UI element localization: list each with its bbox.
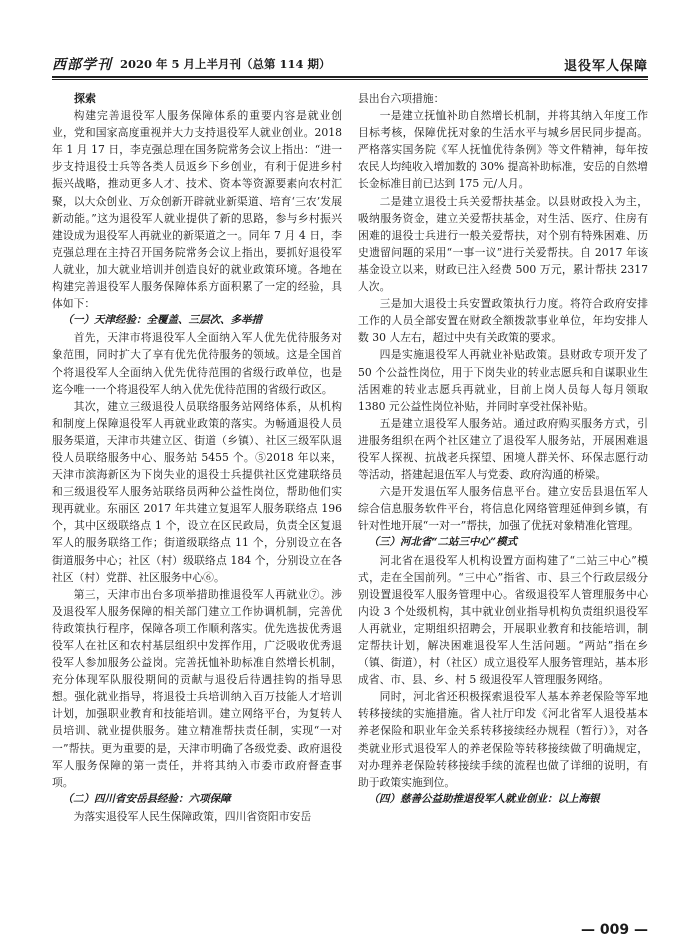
paragraph: 二是建立退役士兵关爱帮扶基金。以县财政投入为主，吸纳服务资金，建立关爱帮扶基金，对生活、医疗、住房有困难的退役士兵进行一般关爱帮扶，对个别有特殊困难、历史遗留问题的采用“一事一议”进行关爱帮扶。自 2017 年该基金设立以来，财政已注入经费 500 万元，累计帮扶 2317 人次。 (358, 194, 648, 294)
header-rule-thin (52, 79, 648, 80)
page-header (52, 54, 648, 74)
paragraph: 为落实退役军人民生保障政策，四川省资阳市安岳 (73, 809, 312, 823)
paragraph: 四是实施退役军人再就业补贴政策。县财政专项开发了 50 个公益性岗位，用于下岗失业的转业志愿兵和自谋职业生活困难的转业志愿兵再就业，目前上岗人员每人每月领取 1380 元公益性岗位补贴，并同时享受社保补贴。 (358, 348, 648, 413)
paragraph: 县出台六项措施： (358, 92, 445, 105)
paragraph: 五是建立退役军人服务站。通过政府购买服务方式，引进服务组织在两个社区建立了退役军人服务站，开展困难退役军人探视、抗战老兵探望、困境人群关怀、环保志愿行动等活动，搭建起退伍军人与党委、政府沟通的桥梁。 (358, 416, 648, 482)
paragraph: 六是开发退伍军人服务信息平台。建立安岳县退伍军人综合信息服务软件平台，将信息化网络管理延伸到乡镇，有针对性地开展“一对一”帮扶，加强了优抚对象精准化管理。 (358, 485, 648, 533)
paragraph: 同时，河北省还积极探索退役军人基本养老保险等军地转移接续的实施措施。省人社厅印发《河北省军人退役基本养老保险和职业年金关系转移接续经办规程（暂行）》，对各类就业形式退役军人的养老保险等转移接续做了明确规定，对办理养老保险转移接续手续的流程也做了详细的说明，有助于政策实施到位。 (358, 690, 648, 789)
journal-logo: 西部学刊 (52, 57, 112, 73)
section-heading: （四）慈善公益助推退役军人就业创业：以上海银 (368, 792, 600, 805)
right-column (358, 90, 648, 910)
section-heading: （三）河北省“二站三中心”模式 (368, 536, 518, 549)
section-heading: （二）四川省安岳县经验：六项保障 (62, 792, 231, 805)
left-column (52, 90, 342, 910)
paragraph: 河北省在退役军人机构设置方面构建了“二站三中心”模式，走在全国前列。“三中心”指省、市、县三个行政层级分别设置退役军人服务管理中心。省级退役军人管理服务中心内设 3 个处级机构，其中就业创业指导机构负责组织退役军人再就业，定期组织招聘会，开展职业教育和技能培训，制定帮扶计划，解决困难退役军人生活问题。“两站”指在乡（镇、街道），村（社区）成立退役军人服务管理站，基本形成省、市、县、乡、村 5 级退役军人管理服务网络。 (358, 553, 648, 687)
page-number: — 009 — (581, 922, 648, 938)
section-label: 探索 (74, 92, 96, 105)
section-title: 退役军人保障 (563, 58, 648, 74)
paragraph: 第三，天津市出台多项举措助推退役军人再就业⑦。涉及退役军人服务保障的相关部门建立工作协调机制，完善优待政策执行程序，保障各项工作顺利落实。优先选拔优秀退役军人在社区和农村基层组织中发挥作用，广泛吸收优秀退役军人参加服务公益岗。完善抚恤补助标准自然增长机制，充分体现军队服役期间的贡献与退役后待遇挂钩的指导思想。强化就业指导，将退役士兵培训纳入百万技能人才培训计划，加强职业教育和技能培训。建立网络平台，为复转人员培训、就业提供服务。建立精准帮扶责任制，实现“一对一”帮扶。更为重要的是，天津市明确了各级党委、政府退役军人服务保障的第一责任，并将其纳入市委市政府督查事项。 (52, 587, 342, 789)
paragraph: 一是建立抚恤补助自然增长机制，并将其纳入年度工作目标考核，保障优抚对象的生活水平与城乡居民同步提高。严格落实国务院《军人抚恤优待条例》等文件精神，每年按农民人均纯收入增加数的 30% 提高补助标准，安岳的自然增长金标准目前已达到 175 元/人月。 (358, 109, 648, 191)
section-heading: （一）天津经验：全覆盖、三层次、多举措 (62, 314, 262, 327)
issue-info: 2020 年 5 月上半月刊（总第 114 期） (120, 57, 331, 71)
paragraph: 三是加大退役士兵安置政策执行力度。将符合政府安排工作的人员全部安置在财政全额拨款事业单位，年均安排人数 30 人左右，超过中央有关政策的要求。 (358, 297, 648, 345)
paragraph: 构建完善退役军人服务保障体系的重要内容是就业创业，党和国家高度重视并大力支持退役军人就业创业。2018 年 1 月 17 日，李克强总理在国务院常务会议上指出：“进一步支持退役士兵等各类人员返乡下乡创业，有利于促进乡村振兴战略，推动更多人才、技术、资本等资源要素向农村汇聚，以大众创业、万众创新开辟就业新渠道、培育‘三农’发展新动能。”这为退役军人就业提供了新的思路，参与乡村振兴建设成为退役军人再就业的新渠道之一。同年 7 月 4 日，李克强总理在主持召开国务院常务会议上指出，要抓好退役军人就业，加大就业培训并创造良好的就业政策环境。各地在构建完善退役军人服务保障体系方面积累了一定的经验，具体如下： (52, 109, 342, 311)
paragraph: 其次，建立三级退役人员联络服务站网络体系，从机构和制度上保障退役军人再就业政策的落实。为畅通退役人员服务渠道，天津市共建立区、街道（乡镇）、社区三级军队退役人员联络服务中心、服务站 5455 个。⑤2018 年以来，天津市滨海新区为下岗失业的退役士兵提供社区党建联络员和三级退役军人服务站联络员两种公益性岗位，帮助他们实现再就业。东丽区 2017 年共建立复退军人服务联络点 196 个，其中区级联络点 1 个，设立在区民政局，负责全区复退军人的服务联络工作；街道级联络点 11 个，分别设立在各街道服务中心；社区（村）级联络点 184 个，分别设立在各社区（村）党群、社区服务中心⑥。 (52, 399, 342, 584)
paragraph: 首先，天津市将退役军人全面纳入军人优先优待服务对象范围，同时扩大了享有优先优待服务的领域。这是全国首个将退役军人全面纳入优先优待范围的省级行政单位，也是迄今唯一一个将退役军人纳入优先优待范围的省级行政区。 (52, 331, 342, 396)
header-rule (52, 76, 648, 78)
